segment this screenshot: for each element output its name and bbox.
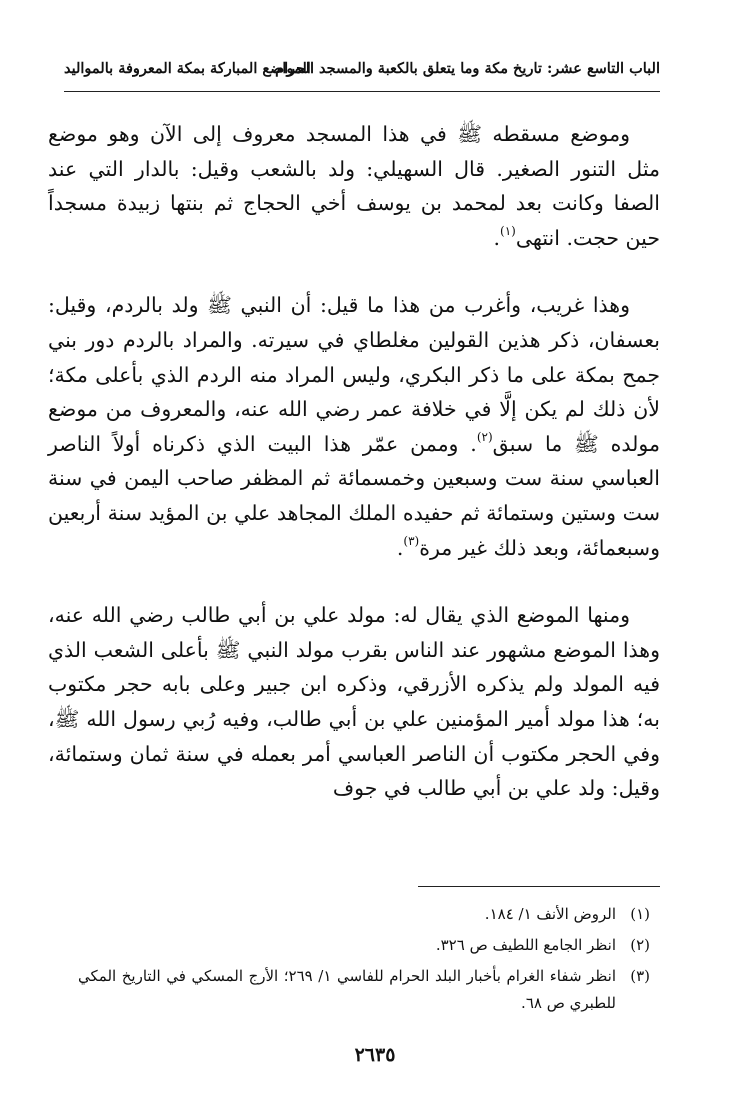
footnote-2: [78, 932, 650, 959]
page-number: ٢٦٣٥: [354, 1044, 396, 1066]
paragraph-1-text: وموضع مسقطه ﷺ في هذا المسجد معروف إلى الآن وهو موضع مثل التنور الصغير. قال السهيلي: ولد بالشعب وقيل: بالدار التي عند الصفا وكانت بعد لمحمد بن يوسف أخي الحجاج ثم بنتها زبيدة مسجداً حين حجت. انتهى: [48, 122, 660, 250]
running-header: [64, 56, 660, 86]
paragraph-2-continued: . وممن عمّر هذا البيت الذي ذكرناه أولاً الناصر العباسي سنة ست وسبعين وخمسمائة ثم المظفر صاحب اليمن في سنة ست وستين وستمائة ثم حفيده الملك المجاهد علي بن المؤيد سنة أربعين وسبعمائة، وبعد ذلك غير مرة: [48, 431, 660, 560]
main-text: [48, 117, 660, 806]
footnote-2-text: انظر الجامع اللطيف ص ٣٢٦.: [435, 936, 616, 954]
header-section-title: المواضع المباركة بمكة المعروفة بالمواليد: [64, 60, 311, 77]
header-chapter-title: الباب التاسع عشر: تاريخ مكة وما يتعلق بالكعبة والمسجد الحرام: [275, 60, 660, 77]
footnotes: [78, 901, 650, 1021]
footnote-1-text: الروض الأنف ١/ ١٨٤.: [484, 905, 616, 923]
footnote-3-number: (٣): [630, 967, 650, 985]
paragraph-1: [48, 117, 660, 255]
paragraph-3-text: ومنها الموضع الذي يقال له: مولد علي بن أبي طالب رضي الله عنه، وهذا الموضع مشهور عند الناس بقرب مولد النبي ﷺ بأعلى الشعب الذي فيه المولد ولم يذكره الأزرقي، وذكره ابن جبير وعلى بابه حجر مكتوب به؛ هذا مولد أمير المؤمنين علي بن أبي طالب، وفيه رُبي رسول الله ﷺ، وفي الحجر مكتوب أن الناصر العباسي أمر بعمله في سنة ثمان وستمائة، وقيل: ولد علي بن أبي طالب في جوف: [48, 603, 660, 801]
footnote-ref-2: (٢): [476, 429, 493, 444]
paragraph-1-end: .: [493, 225, 500, 250]
footnote-1: [78, 901, 650, 928]
footnote-ref-1: (١): [500, 223, 516, 238]
paragraph-2-end: .: [396, 535, 404, 560]
paragraph-2: [48, 288, 660, 565]
footnote-divider: [418, 886, 660, 887]
footnote-2-number: (٢): [630, 936, 650, 954]
footnote-3: [78, 963, 650, 1017]
footnote-3-text: انظر شفاء الغرام بأخبار البلد الحرام للفاسي ١/ ٢٦٩؛ الأرج المسكي في التاريخ المكي للطبري ص ٦٨.: [78, 967, 617, 1012]
paragraph-2-text: وهذا غريب، وأغرب من هذا ما قيل: أن النبي ﷺ ولد بالردم، وقيل: بعسفان، ذكر هذين القولين مغلطاي في سيرته. والمراد بالردم دور بني جمح بمكة على ما ذكر البكري، وليس المراد منه الردم الذي بأعلى مكة؛ لأن ذلك لم يكن إلَّا في خلافة عمر رضي الله عنه، والمعروف من موضع مولده ﷺ ما سبق: [48, 293, 660, 456]
header-divider: [64, 91, 660, 92]
footnote-1-number: (١): [630, 905, 650, 923]
paragraph-3: [48, 598, 660, 806]
footnote-ref-3: (٣): [403, 533, 420, 548]
